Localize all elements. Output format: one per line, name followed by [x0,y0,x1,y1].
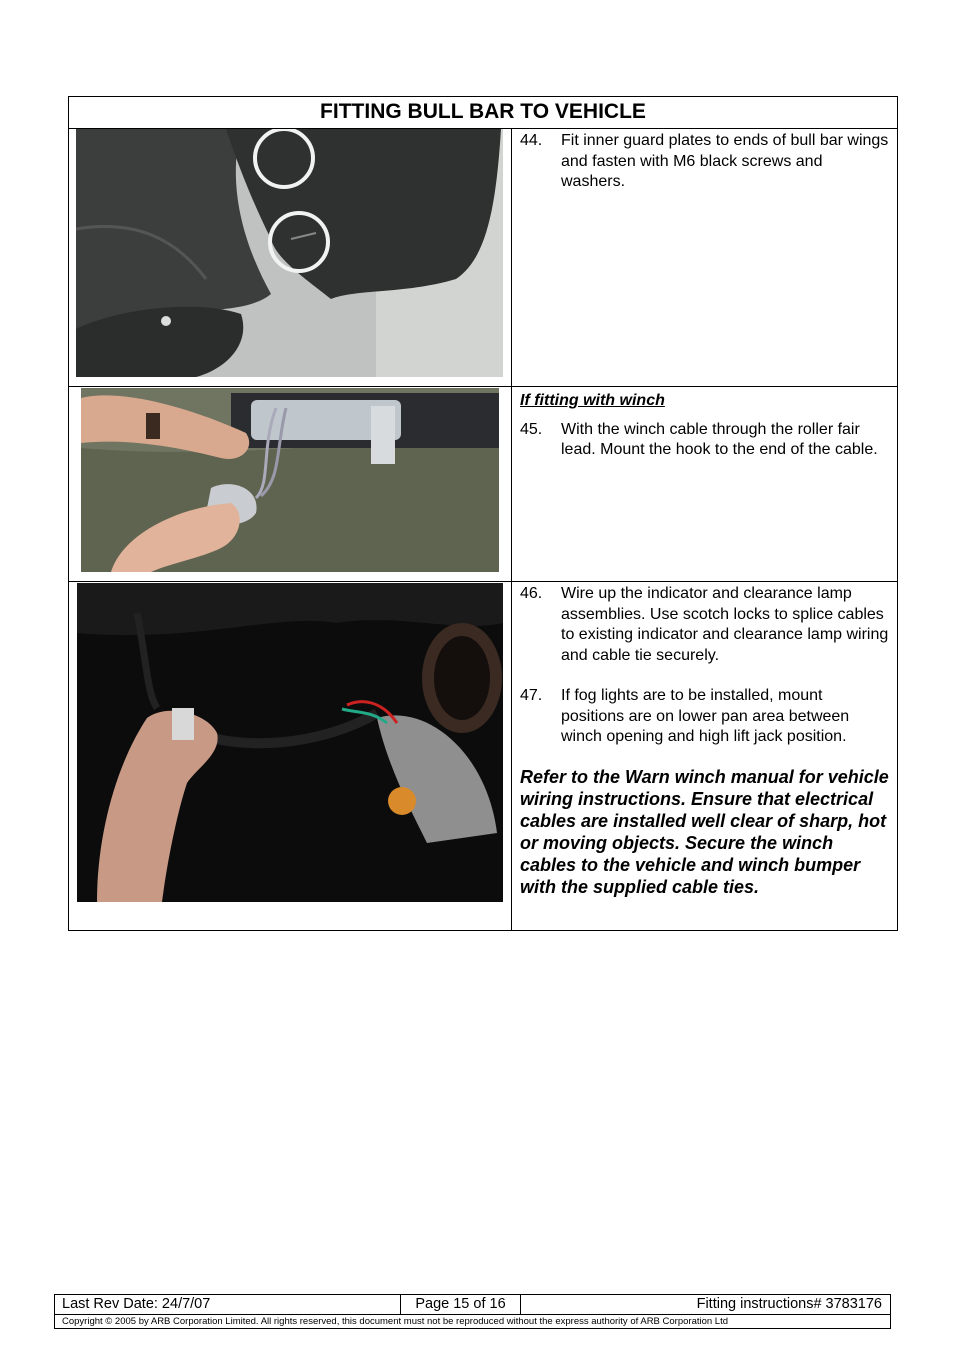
step-text: Wire up the indicator and clearance lamp assemblies. Use scotch locks to splice cables to existing indicator and clearance lamp wiring and cable tie securely. [561,585,889,664]
step-47 [520,686,889,748]
warning-note: Refer to the Warn winch manual for vehicle wiring instructions. Ensure that electrical cables are installed well clear of sharp, hot or moving objects. Secure the winch cables to the vehicle and winch bumper with the supplied cable ties. [520,766,889,897]
page-footer [54,1294,891,1329]
winch-heading: If fitting with winch [520,392,665,409]
step-text: Fit inner guard plates to ends of bull bar wings and fasten with M6 black screws and washers. [561,132,889,190]
photo-cell-46 [69,582,512,930]
photo-cell-45 [69,387,512,581]
document-number: Fitting instructions# 3783176 [696,1296,882,1312]
photo-cell-44 [69,129,512,386]
step-45 [520,420,889,461]
copyright-notice: Copyright © 2005 by ARB Corporation Limited. All rights reserved, this document must not be reproduced without the express authority of ARB Corporation Ltd [62,1316,729,1327]
step-number: 47. [520,687,543,704]
instruction-table [68,96,898,931]
step-number: 46. [520,585,543,602]
step-44 [520,131,889,193]
step-text: If fog lights are to be installed, mount positions are on lower pan area between winch opening and high lift jack position. [561,687,850,745]
inner-guard-photo [76,129,503,377]
step-number: 44. [520,132,543,149]
footer-row [55,1295,890,1315]
step-row-44 [69,129,897,387]
step-row-46-47 [69,582,897,930]
winch-hook-photo [81,388,499,572]
step-46 [520,584,889,666]
page-number: Page 15 of 16 [401,1295,521,1314]
step-text-cell-44 [512,129,897,386]
revision-date: Last Rev Date: 24/7/07 [55,1295,401,1314]
step-text-cell-46 [512,582,897,930]
page-title: FITTING BULL BAR TO VEHICLE [69,97,897,129]
step-text-cell-45 [512,387,897,581]
wiring-photo [77,583,503,902]
step-text: With the winch cable through the roller fair lead. Mount the hook to the end of the cable. [561,420,878,458]
step-row-45 [69,387,897,582]
step-number: 45. [520,420,543,438]
